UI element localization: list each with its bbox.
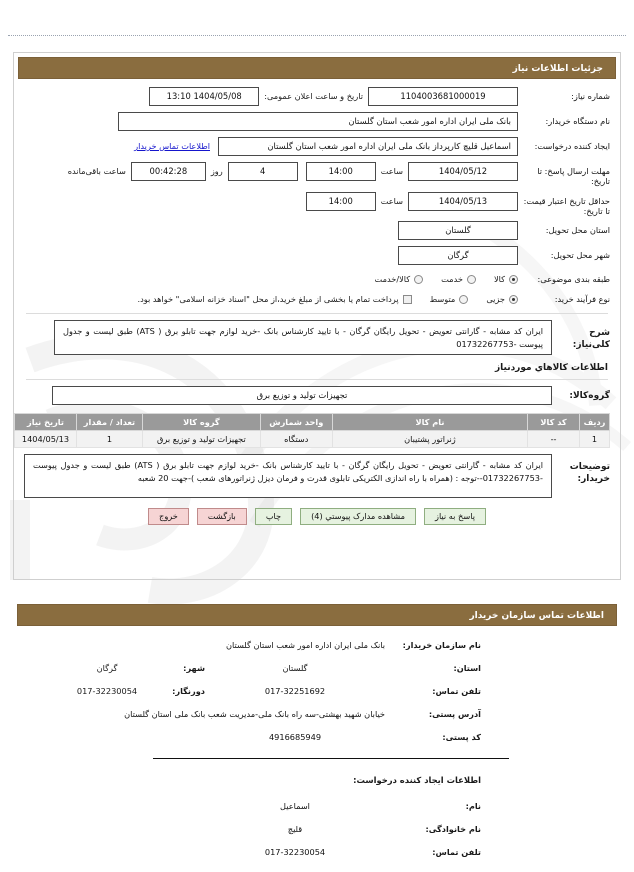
contact-org-row [13, 640, 621, 650]
creator-phone-label: تلفن تماس: [432, 847, 481, 857]
creator-first-name-label: نام: [465, 801, 481, 811]
cell-row-no: 1 [580, 431, 610, 448]
goods-group-row [24, 386, 610, 405]
creator-label: ایجاد کننده درخواست: [534, 141, 610, 151]
contact-fax-value: 017-32230054 [76, 686, 138, 696]
col-need-date: تاریخ نیاز [15, 414, 77, 431]
price-validity-label: حداقل تاریخ اعتبار قیمت: تا تاریخ: [523, 195, 610, 216]
process-option-minor-label: جزیی [486, 294, 505, 304]
buyer-contact-title: اطلاعات تماس سازمان خریدار [17, 604, 617, 626]
public-announce-value: 1404/05/08 13:10 [149, 87, 259, 106]
response-deadline-label: مهلت ارسال پاسخ: تا تاریخ: [537, 166, 610, 187]
public-announce-label: تاریخ و ساعت اعلان عمومی: [264, 91, 363, 101]
price-validity-time: 14:00 [306, 192, 376, 211]
process-option-medium-label: متوسط [429, 294, 456, 304]
col-row-no: ردیف [580, 414, 610, 431]
contact-location-row [13, 663, 621, 673]
remaining-days-unit: روز [210, 166, 223, 176]
goods-section-title: اطلاعات کالاهاي موردنیاز [494, 363, 608, 374]
response-deadline-time-label: ساعت [380, 166, 403, 176]
process-option-medium[interactable] [430, 294, 469, 304]
response-deadline-date: 1404/05/12 [408, 162, 518, 181]
remaining-days-value: 4 [228, 162, 298, 181]
goods-group-value: تجهیزات تولید و توزیع برق [52, 386, 552, 405]
creator-phone-row [13, 847, 621, 857]
contact-org-value: بانک ملی ایران اداره امور شعب استان گلستان [225, 640, 385, 650]
checkbox-icon[interactable] [403, 295, 412, 304]
contact-phone-row [13, 686, 621, 696]
col-item-group: گروه کالا [142, 414, 260, 431]
delivery-city-row [24, 246, 610, 266]
cell-unit: دستگاه [260, 431, 332, 448]
cell-quantity: 1 [77, 431, 143, 448]
radio-icon[interactable] [509, 275, 518, 284]
response-deadline-time: 14:00 [306, 162, 376, 181]
buyer-contact-link[interactable]: اطلاعات تماس خریدار [134, 141, 210, 151]
category-label: طبقه بندی موضوعی: [537, 273, 610, 284]
buyer-description-label: توضیحات خریدار: [569, 462, 610, 485]
print-button[interactable]: چاپ [255, 508, 292, 525]
creator-last-name-row [13, 824, 621, 834]
creator-first-name-row [13, 801, 621, 811]
creator-row [24, 137, 610, 157]
price-validity-row [24, 192, 610, 217]
need-number-label: شماره نیاز: [571, 91, 610, 101]
table-row [15, 431, 610, 448]
items-table [14, 413, 610, 448]
buyer-description-value: ایران کد مشابه - گارانتی تعویض - تحویل رایگان گرگان - با تایید کارشناس بانک -خرید لوازم جهت تابلو برق ( ATS) طبق لیست و جدول پیوست -01732267753--توجه : (همراه با راه اندازی الکتریکی تابلوی قدرت و فرمان دیزل ژنراتورهای شعب )-جهت 20 شعبه [24, 454, 552, 498]
top-divider [8, 35, 626, 36]
contact-org-label: نام سازمان خریدار: [402, 640, 481, 650]
contact-postal-label: کد پستی: [442, 732, 481, 742]
process-option-minor[interactable] [486, 294, 518, 304]
divider [26, 313, 608, 314]
contact-postal-row [13, 732, 621, 742]
contact-address-value: خیابان شهید بهشتی-سه راه بانک ملی-مدیریت شعب بانک ملی استان گلستان [124, 709, 385, 719]
creator-first-name-value: اسماعیل [280, 801, 310, 811]
goods-group-label: گروه‌کالا: [569, 390, 610, 401]
col-unit: واحد شمارش [260, 414, 332, 431]
treasury-docs-label: پرداخت تمام یا بخشی از مبلغ خرید،از محل "اسناد خزانه اسلامی" خواهد بود. [137, 294, 399, 304]
divider [26, 379, 608, 380]
need-details-card [13, 52, 621, 580]
category-option-goods-label: کالا [493, 274, 505, 284]
category-option-goods-service[interactable] [375, 274, 424, 284]
creator-section-title: اطلاعات ایجاد کننده درخواست: [353, 775, 481, 785]
cell-need-date: 1404/05/13 [15, 431, 77, 448]
creator-value: اسماعیل قلیچ کارپرداز بانک ملی ایران اداره امور شعب استان گلستان [218, 137, 518, 156]
purchase-process-label: نوع فرآیند خرید: [554, 293, 610, 304]
cell-item-group: تجهیزات تولید و توزیع برق [142, 431, 260, 448]
view-attachments-button[interactable]: مشاهده مدارک پیوستي (4) [300, 508, 416, 525]
need-number-value: 1104003681000019 [368, 87, 518, 106]
cell-item-code: -- [528, 431, 580, 448]
response-deadline-row [24, 162, 610, 187]
category-row [24, 271, 610, 287]
delivery-province-row [24, 221, 610, 241]
radio-icon[interactable] [509, 295, 518, 304]
radio-icon[interactable] [467, 275, 476, 284]
buyer-org-label: نام دستگاه خریدار: [545, 116, 610, 126]
need-details-title: جزئیات اطلاعات نیاز [18, 57, 616, 79]
remaining-countdown: 00:42:28 [131, 162, 206, 181]
action-button-bar [24, 508, 610, 525]
need-summary-label: شرح کلی‌نیاز: [572, 328, 610, 350]
contact-city-label: شهر: [183, 663, 205, 673]
contact-postal-value: 4916685949 [268, 732, 322, 742]
buyer-description-row [24, 454, 610, 498]
contact-province-value: گلستان [282, 663, 308, 673]
creator-last-name-value: قلیچ [287, 824, 303, 834]
creator-phone-value: 017-32230054 [264, 847, 326, 857]
treasury-docs-checkbox[interactable] [137, 294, 411, 304]
buyer-org-row [24, 112, 610, 132]
contact-address-row [13, 709, 621, 719]
purchase-process-row [24, 291, 610, 307]
category-option-service-label: خدمت [441, 274, 463, 284]
price-validity-time-label: ساعت [380, 195, 403, 206]
creator-last-name-label: نام خانوادگی: [425, 824, 481, 834]
need-number-row [24, 87, 610, 107]
contact-fax-label: دورنگار: [172, 686, 205, 696]
items-table-header-row [15, 414, 610, 431]
need-summary-value: ایران کد مشابه - گارانتی تعویض - تحویل رایگان گرگان - با تایید کارشناس بانک -خرید لوازم جهت تابلو برق ( ATS) طبق لیست و جدول پیوست -01732267753 [54, 320, 552, 355]
price-validity-date: 1404/05/13 [408, 192, 518, 211]
contact-address-label: آدرس پستی: [428, 709, 481, 719]
radio-icon[interactable] [459, 295, 468, 304]
respond-to-need-button[interactable]: پاسخ به نیاز [424, 508, 486, 525]
remaining-hours-label: ساعت باقی‌مانده [67, 166, 126, 176]
back-button[interactable]: بازگشت [197, 508, 247, 525]
buyer-contact-card [13, 600, 621, 862]
delivery-city-value: گرگان [398, 246, 518, 265]
radio-icon[interactable] [414, 275, 423, 284]
col-item-name: نام کالا [332, 414, 527, 431]
contact-phone-label: تلفن تماس: [432, 686, 481, 696]
need-summary-row [24, 320, 610, 355]
section-divider [153, 758, 509, 759]
category-option-service[interactable] [441, 274, 476, 284]
cell-item-name: ژنراتور پشتیبان [332, 431, 527, 448]
col-quantity: تعداد / مقدار [77, 414, 143, 431]
delivery-province-value: گلستان [398, 221, 518, 240]
contact-phone-value: 017-32251692 [264, 686, 326, 696]
contact-province-label: استان: [453, 663, 481, 673]
category-option-goods[interactable] [494, 274, 518, 284]
exit-button[interactable]: خروج [148, 508, 189, 525]
delivery-city-label: شهر محل تحویل: [550, 250, 610, 260]
col-item-code: کد کالا [528, 414, 580, 431]
category-option-goods-service-label: کالا/خدمت [374, 274, 411, 284]
contact-city-value: گرگان [96, 663, 118, 673]
buyer-org-value: بانک ملی ایران اداره امور شعب استان گلستان [118, 112, 518, 131]
delivery-province-label: استان محل تحویل: [545, 225, 610, 235]
